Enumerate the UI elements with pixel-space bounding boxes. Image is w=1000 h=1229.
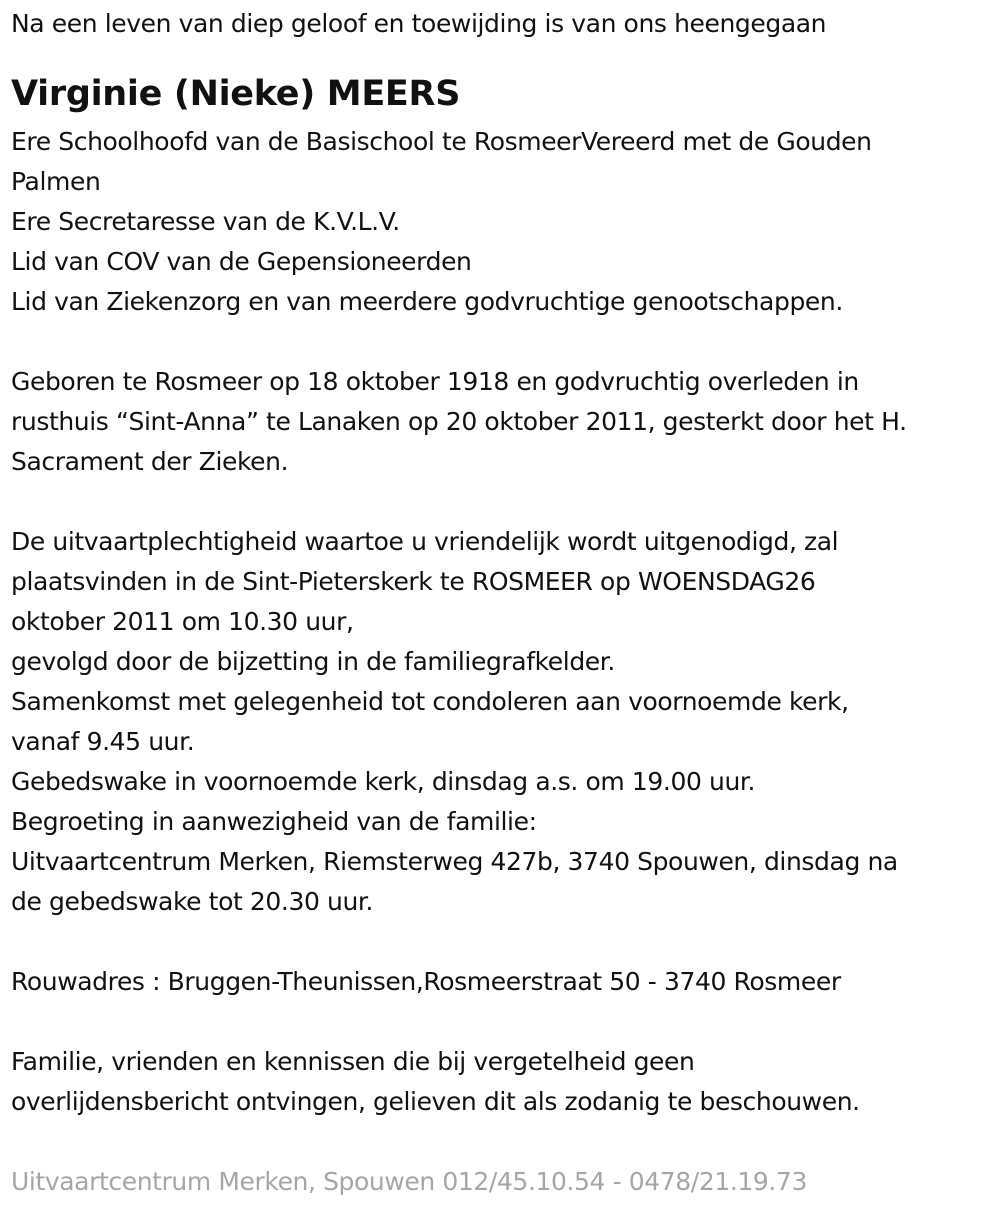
spacer <box>11 1002 993 1042</box>
footer-contact: Uitvaartcentrum Merken, Spouwen 012/45.10.54 - 0478/21.19.73 <box>11 1167 807 1196</box>
obituary-notice <box>11 4 993 1202</box>
birth-death-line: Sacrament der Zieken. <box>11 447 289 476</box>
spacer <box>11 1122 993 1162</box>
birth-death-line: Geboren te Rosmeer op 18 oktober 1918 en godvruchtig overleden in <box>11 367 859 396</box>
spacer <box>11 322 993 362</box>
deceased-name: Virginie (Nieke) MEERS <box>11 74 461 114</box>
funeral-line: Samenkomst met gelegenheid tot condoleren aan voornoemde kerk, <box>11 687 849 716</box>
funeral-line: Uitvaartcentrum Merken, Riemsterweg 427b, 3740 Spouwen, dinsdag na <box>11 847 898 876</box>
funeral-line: oktober 2011 om 10.30 uur, <box>11 607 354 636</box>
title-line: Ere Secretaresse van de K.V.L.V. <box>11 207 400 236</box>
notice-block <box>11 1042 993 1122</box>
funeral-line: De uitvaartplechtigheid waartoe u vriendelijk wordt uitgenodigd, zal <box>11 527 839 556</box>
funeral-line: de gebedswake tot 20.30 uur. <box>11 887 374 916</box>
mourning-address: Rouwadres : Bruggen-Theunissen,Rosmeerstraat 50 - 3740 Rosmeer <box>11 967 841 996</box>
intro-text: Na een leven van diep geloof en toewijding is van ons heengegaan <box>11 9 827 38</box>
notice-line: Familie, vrienden en kennissen die bij vergetelheid geen <box>11 1047 695 1076</box>
titles-block <box>11 122 993 322</box>
notice-line: overlijdensbericht ontvingen, gelieven dit als zodanig te beschouwen. <box>11 1087 860 1116</box>
spacer <box>11 922 993 962</box>
birth-death-line: rusthuis “Sint-Anna” te Lanaken op 20 oktober 2011, gesterkt door het H. <box>11 407 907 436</box>
funeral-line: vanaf 9.45 uur. <box>11 727 195 756</box>
funeral-line: plaatsvinden in de Sint-Pieterskerk te ROSMEER op WOENSDAG26 <box>11 567 816 596</box>
title-line: Ere Schoolhoofd van de Basischool te RosmeerVereerd met de Gouden <box>11 127 872 156</box>
funeral-line: Begroeting in aanwezigheid van de familie: <box>11 807 537 836</box>
birth-death-block <box>11 362 993 482</box>
funeral-line: gevolgd door de bijzetting in de familiegrafkelder. <box>11 647 615 676</box>
funeral-line: Gebedswake in voornoemde kerk, dinsdag a.s. om 19.00 uur. <box>11 767 756 796</box>
spacer <box>11 482 993 522</box>
title-line: Palmen <box>11 167 101 196</box>
title-line: Lid van Ziekenzorg en van meerdere godvruchtige genootschappen. <box>11 287 843 316</box>
funeral-block <box>11 522 993 922</box>
title-line: Lid van COV van de Gepensioneerden <box>11 247 472 276</box>
